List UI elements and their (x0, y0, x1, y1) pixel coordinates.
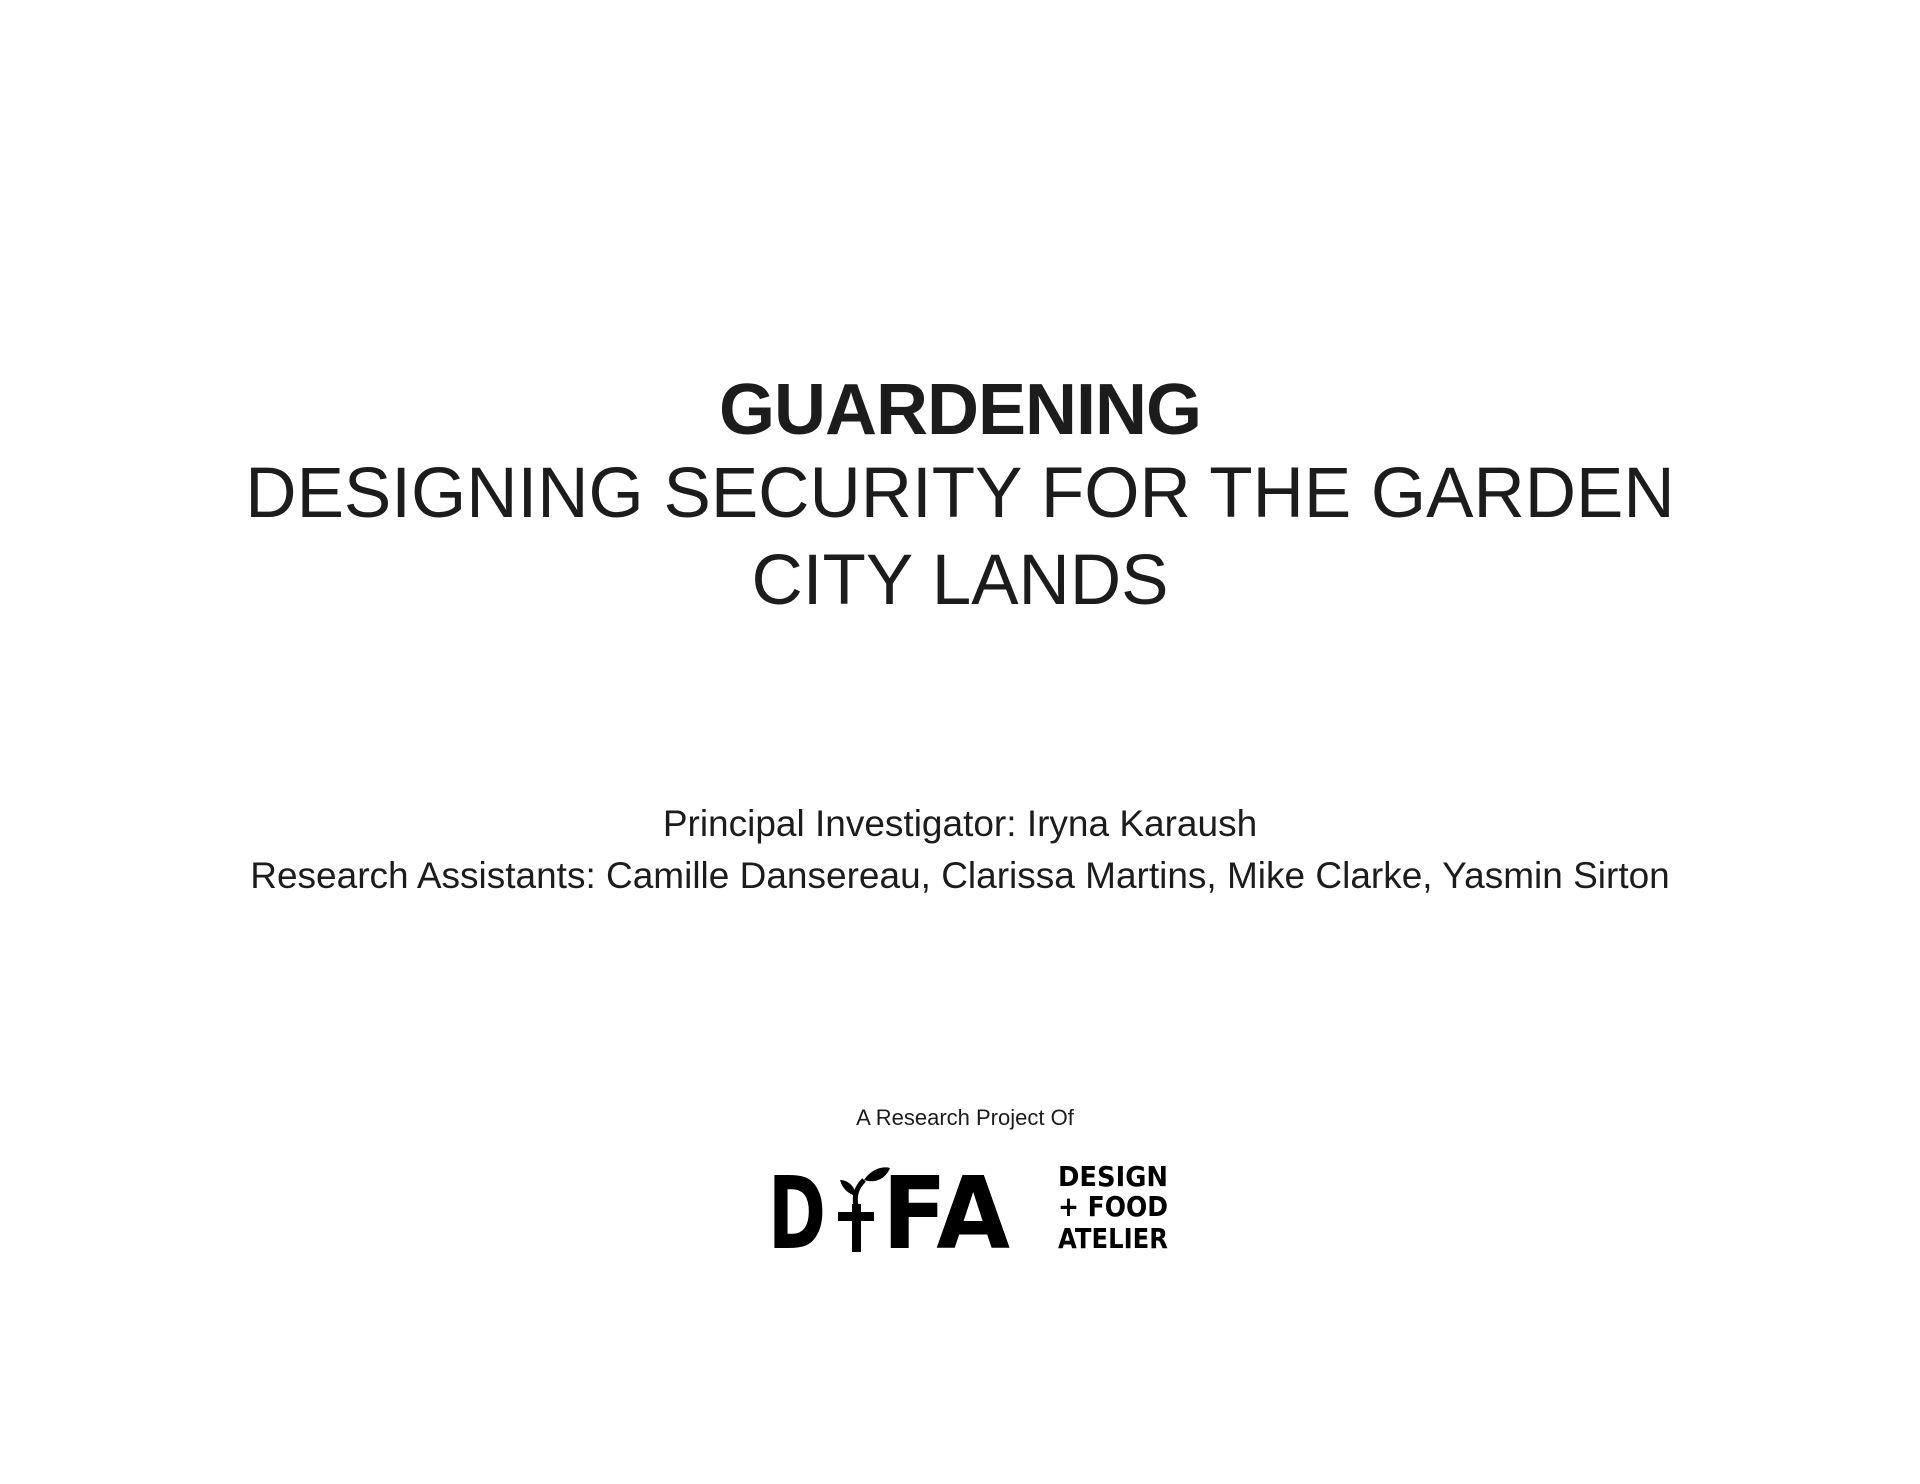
logo-tagline-design: DESIGN (1058, 1160, 1168, 1193)
research-assistants: Research Assistants: Camille Dansereau, Clarissa Martins, Mike Clarke, Yasmin Sirton (250, 855, 1670, 896)
logo-tagline-food: + FOOD (1058, 1190, 1168, 1223)
document-subtitle: DESIGNING SECURITY FOR THE GARDEN CITY LANDS (245, 454, 1675, 620)
credits (0, 798, 1920, 902)
title-block (0, 370, 1920, 624)
logo-letter-d: D (768, 1155, 826, 1272)
project-of-caption: A Research Project Of (856, 1105, 1074, 1130)
document-title: GUARDENING (718, 370, 1201, 450)
logo-letters-fa: FA (882, 1155, 1010, 1272)
logo-tagline-atelier: ATELIER (1058, 1222, 1168, 1255)
principal-investigator: Principal Investigator: Iryna Karaush (662, 803, 1258, 844)
dfa-logo (768, 1155, 1168, 1272)
